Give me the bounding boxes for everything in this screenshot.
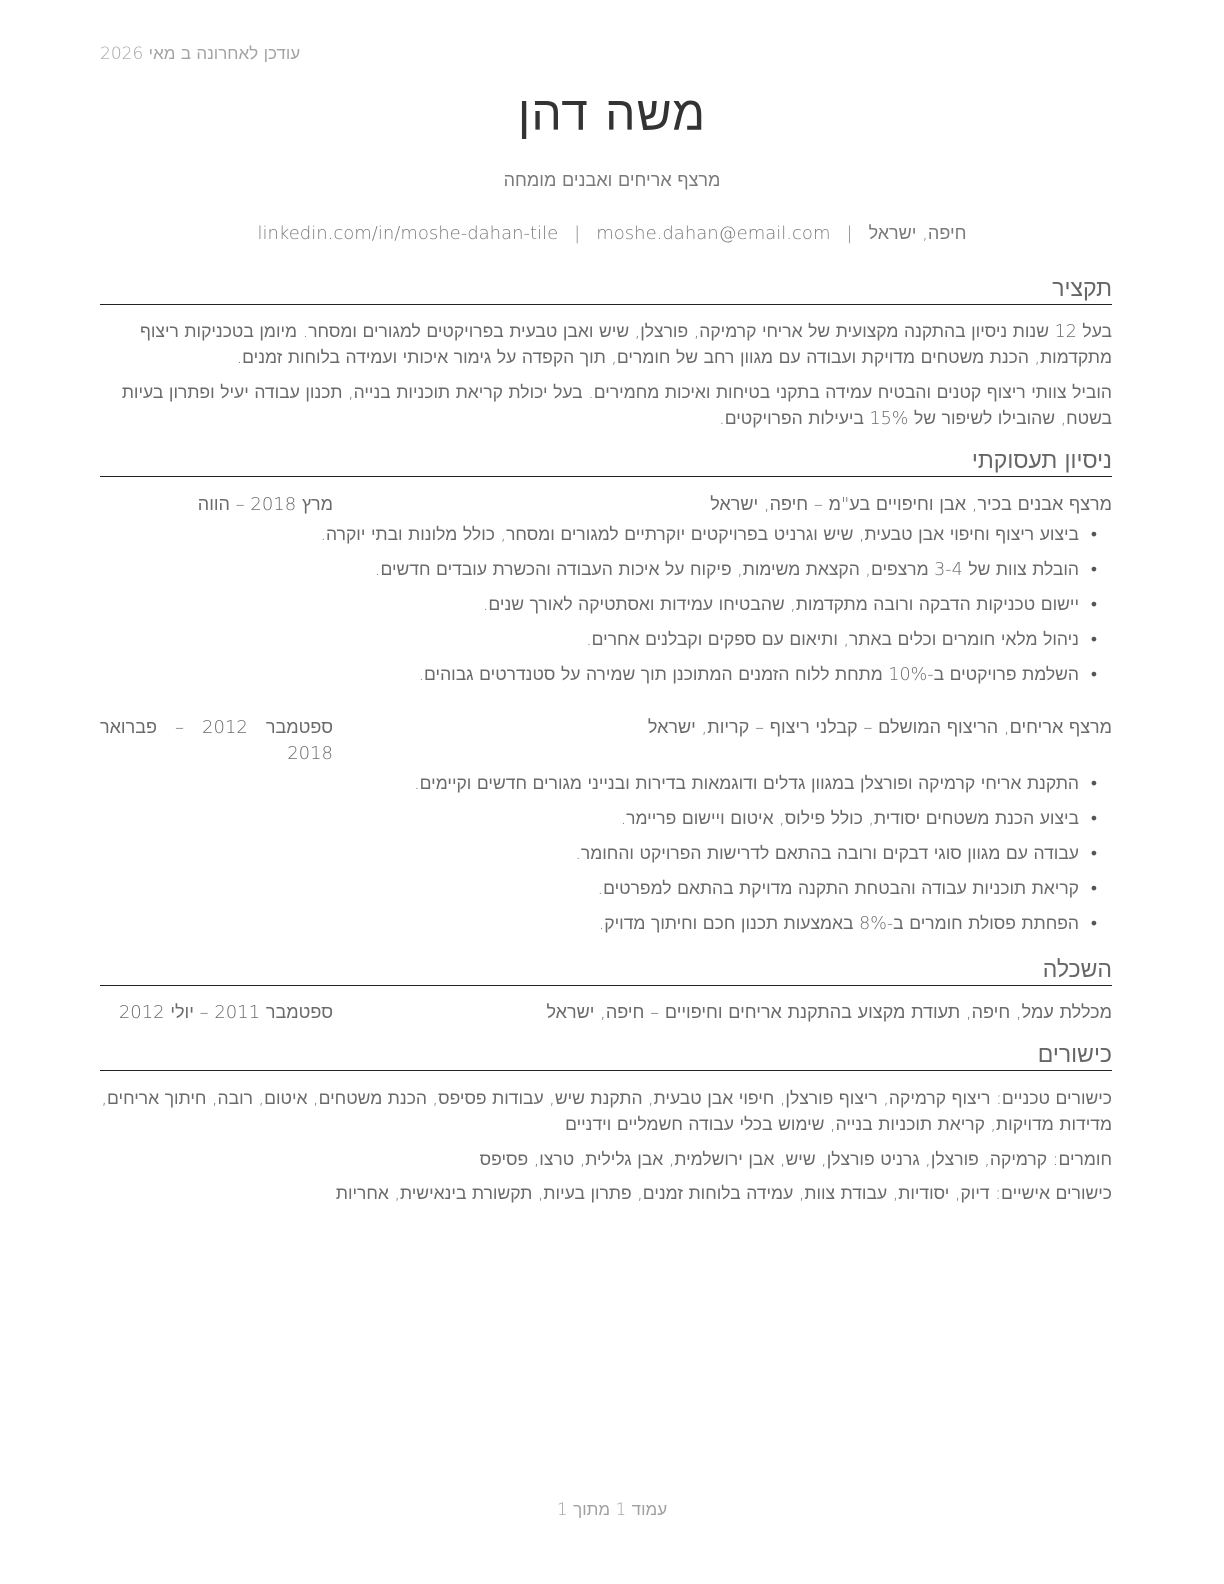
job-organization: מרצף אבנים בכיר, אבן וחיפויים בע"מ – חיפה, ישראל [710,494,1112,515]
list-item: • ניהול מלאי חומרים וכלים באתר, ותיאום עם ספקים וקבלנים אחרים. [100,627,1097,662]
list-item: • השלמת פרויקטים ב-10% מתחת ללוח הזמנים המתוכנן תוך שמירה על סטנדרטים גבוהים. [100,662,1097,697]
job-dates: מרץ 2018 – הווה [197,494,333,515]
summary-paragraph: בעל 12 שנות ניסיון בהתקנה מקצועית של אריחי קרמיקה, פורצלן, שיש ואבן טבעית בפרויקטים למגורים ומסחר. מיומן בטכניקות ריצוף מתקדמות, הכנת משטחים מדויקת ועבודה עם מגוון רחב של חומרים, תוך הקפדה על גימור איכותי ועמידה בלוחות זמנים. [139,322,1112,368]
job-bullets [100,522,1097,697]
list-item: • קריאת תוכניות עבודה והבטחת התקנה מדויקת בהתאם למפרטים. [100,876,1097,911]
section-heading-experience: ניסיון תעסוקתי [100,448,1112,477]
contact-separator: | [574,223,581,244]
last-updated-note: עודכן לאחרונה ב מאי 2026 [100,44,301,64]
contact-separator: | [846,223,853,244]
section-heading-summary: תקציר [100,276,1112,305]
skills-personal: כישורים אישיים: דיוק, יסודיות, עבודת צוות, עמידה בלוחות זמנים, פתרון בעיות, תקשורת בינאישית, אחריות [335,1184,1112,1204]
job-organization: מרצף אריחים, הריצוף המושלם – קבלני ריצוף – קריות, ישראל [647,717,1112,738]
location-text: חיפה, ישראל [868,223,967,244]
list-item: • ביצוע ריצוף וחיפוי אבן טבעית, שיש וגרניט בפרויקטים יוקרתיים למגורים ומסחר, כולל מלונות ובתי יוקרה. [100,522,1097,557]
list-item: • התקנת אריחי קרמיקה ופורצלן במגוון גדלים ודוגמאות בדירות ובנייני מגורים חדשים וקיימים. [100,771,1097,806]
candidate-title: מרצף אריחים ואבנים מומחה [503,170,721,191]
list-item: • הפחתת פסולת חומרים ב-8% באמצעות תכנון חכם וחיתוך מדויק. [100,911,1097,946]
education-institution: מכללת עמל, חיפה, תעודת מקצוע בהתקנת אריחים וחיפויים – חיפה, ישראל [546,1002,1112,1023]
email-link[interactable]: moshe.dahan@email.com [596,223,831,244]
contact-line [0,223,1224,244]
summary-paragraph: הוביל צוותי ריצוף קטנים והבטיח עמידה בתקני בטיחות ואיכות מחמירים. בעל יכולת קריאת תוכניות בנייה, תכנון עבודה יעיל ופתרון בעיות בשטח, שהובילו לשיפור של 15% ביעילות הפרויקטים. [121,383,1112,429]
list-item: • ביצוע הכנת משטחים יסודית, כולל פילוס, איטום ויישום פריימר. [100,806,1097,841]
job-dates: ספטמבר 2012 – פברואר 2018 [100,717,334,764]
page-number: עמוד 1 מתוך 1 [556,1500,668,1520]
candidate-name: משה דהן [517,86,707,142]
list-item: • יישום טכניקות הדבקה ורובה מתקדמות, שהבטיחו עמידות ואסתטיקה לאורך שנים. [100,592,1097,627]
section-heading-education: השכלה [100,957,1112,986]
list-item: • הובלת צוות של 3-4 מרצפים, הקצאת משימות, פיקוח על איכות העבודה והכשרת עובדים חדשים. [100,557,1097,592]
skills-technical: כישורים טכניים: ריצוף קרמיקה, ריצוף פורצלן, חיפוי אבן טבעית, התקנת שיש, עבודות פסיפס, הכנת משטחים, איטום, רובה, חיתוך אריחים, מדידות מדויקות, קריאת תוכניות בנייה, שימוש בכלי עבודה חשמליים וידניים [101,1089,1112,1135]
education-dates: ספטמבר 2011 – יולי 2012 [118,1002,333,1023]
section-heading-skills: כישורים [100,1042,1112,1071]
skills-materials: חומרים: קרמיקה, פורצלן, גרניט פורצלן, שיש, אבן ירושלמית, אבן גלילית, טרצו, פסיפס [479,1150,1112,1170]
job-bullets [100,771,1097,946]
list-item: • עבודה עם מגוון סוגי דבקים ורובה בהתאם לדרישות הפרויקט והחומר. [100,841,1097,876]
linkedin-link[interactable]: linkedin.com/in/moshe-dahan-tile [257,223,559,244]
